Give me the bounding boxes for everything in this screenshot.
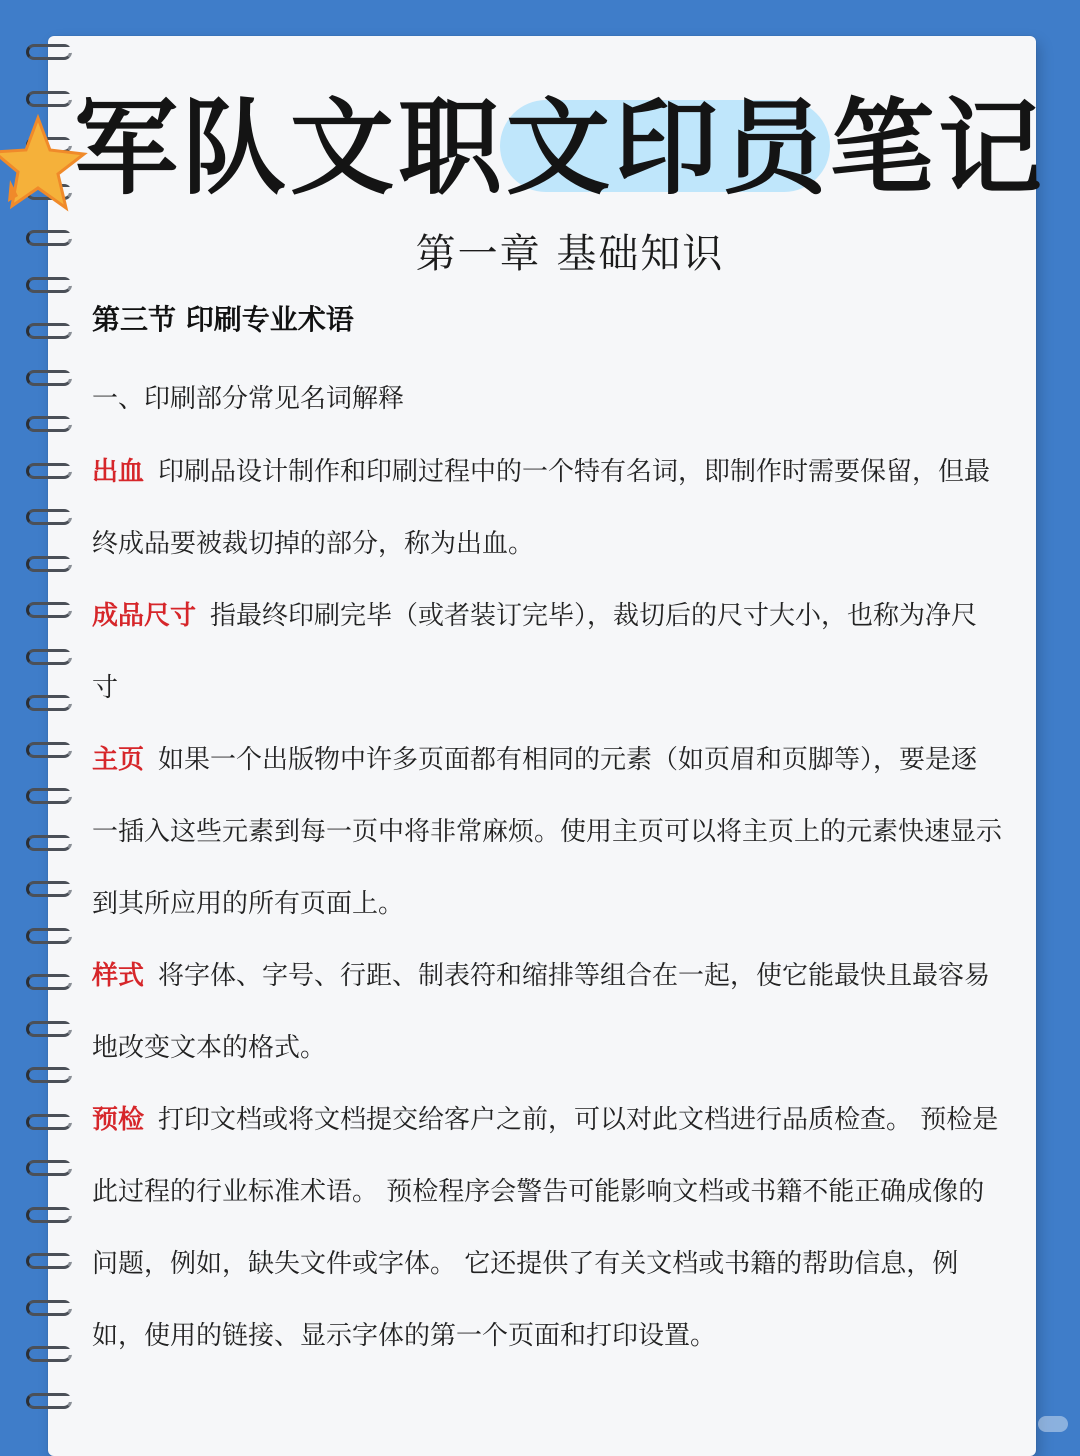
- glossary-entry: [92, 436, 1002, 580]
- spiral-ring: [26, 1203, 68, 1223]
- chapter-subtitle: 第一章 基础知识: [415, 231, 725, 277]
- glossary-entry: [92, 940, 1002, 1084]
- glossary-entry: [92, 580, 1002, 724]
- spiral-ring: [26, 552, 68, 572]
- page-title: 军队文职文印员笔记: [73, 87, 1046, 209]
- spiral-ring: [26, 412, 68, 432]
- glossary-definition: 将字体、字号、行距、制表符和缩排等组合在一起，使它能最快且最容易地改变文本的格式。: [92, 961, 991, 1063]
- spiral-ring: [26, 784, 68, 804]
- glossary-definition: 打印文档或将文档提交给客户之前，可以对此文档进行品质检查。 预检是此过程的行业标准术语。 预检程序会警告可能影响文档或书籍不能正确成像的问题，例如，缺失文件或字体。 它还提供了有关文档或书籍的帮助信息，例如，使用的链接、显示字体的第一个页面和打印设置。: [92, 1105, 999, 1351]
- spiral-ring: [26, 1249, 68, 1269]
- spiral-ring: [26, 505, 68, 525]
- spiral-ring: [26, 1110, 68, 1130]
- glossary-term: 主页: [92, 745, 145, 775]
- glossary-term: 预检: [92, 1105, 145, 1135]
- glossary-entry: [92, 724, 1002, 940]
- spiral-ring: [26, 40, 68, 60]
- watermark: [1038, 1416, 1068, 1432]
- spiral-ring: [26, 1063, 68, 1083]
- glossary-entry: [92, 1084, 1002, 1372]
- spiral-ring: [26, 366, 68, 386]
- spiral-ring: [26, 1017, 68, 1037]
- spiral-ring: [26, 1296, 68, 1316]
- spiral-ring: [26, 1389, 68, 1409]
- spiral-ring: [26, 738, 68, 758]
- spiral-ring: [26, 598, 68, 618]
- header: [0, 88, 1080, 208]
- glossary-definition: 指最终印刷完毕（或者装订完毕），裁切后的尺寸大小，也称为净尺寸: [92, 601, 978, 703]
- spiral-ring: [26, 645, 68, 665]
- section-subheading: 一、印刷部分常见名词解释: [92, 384, 405, 414]
- glossary-term: 成品尺寸: [92, 601, 197, 631]
- spiral-ring: [26, 1156, 68, 1176]
- spiral-ring: [26, 877, 68, 897]
- glossary-term: 出血: [92, 457, 145, 487]
- glossary-definition: 如果一个出版物中许多页面都有相同的元素（如页眉和页脚等），要是逐一插入这些元素到每一页中将非常麻烦。使用主页可以将主页上的元素快速显示到其所应用的所有页面上。: [92, 745, 1003, 919]
- spiral-ring: [26, 319, 68, 339]
- section-title: 第三节 印刷专业术语: [92, 303, 354, 336]
- spiral-ring: [26, 924, 68, 944]
- spiral-ring: [26, 691, 68, 711]
- spiral-ring: [26, 1342, 68, 1362]
- spiral-ring: [26, 459, 68, 479]
- glossary-list: [92, 436, 1002, 1372]
- spiral-ring: [26, 831, 68, 851]
- glossary-definition: 印刷品设计制作和印刷过程中的一个特有名词，即制作时需要保留，但最终成品要被裁切掉的部分，称为出血。: [92, 457, 991, 559]
- glossary-term: 样式: [92, 961, 145, 991]
- spiral-ring: [26, 970, 68, 990]
